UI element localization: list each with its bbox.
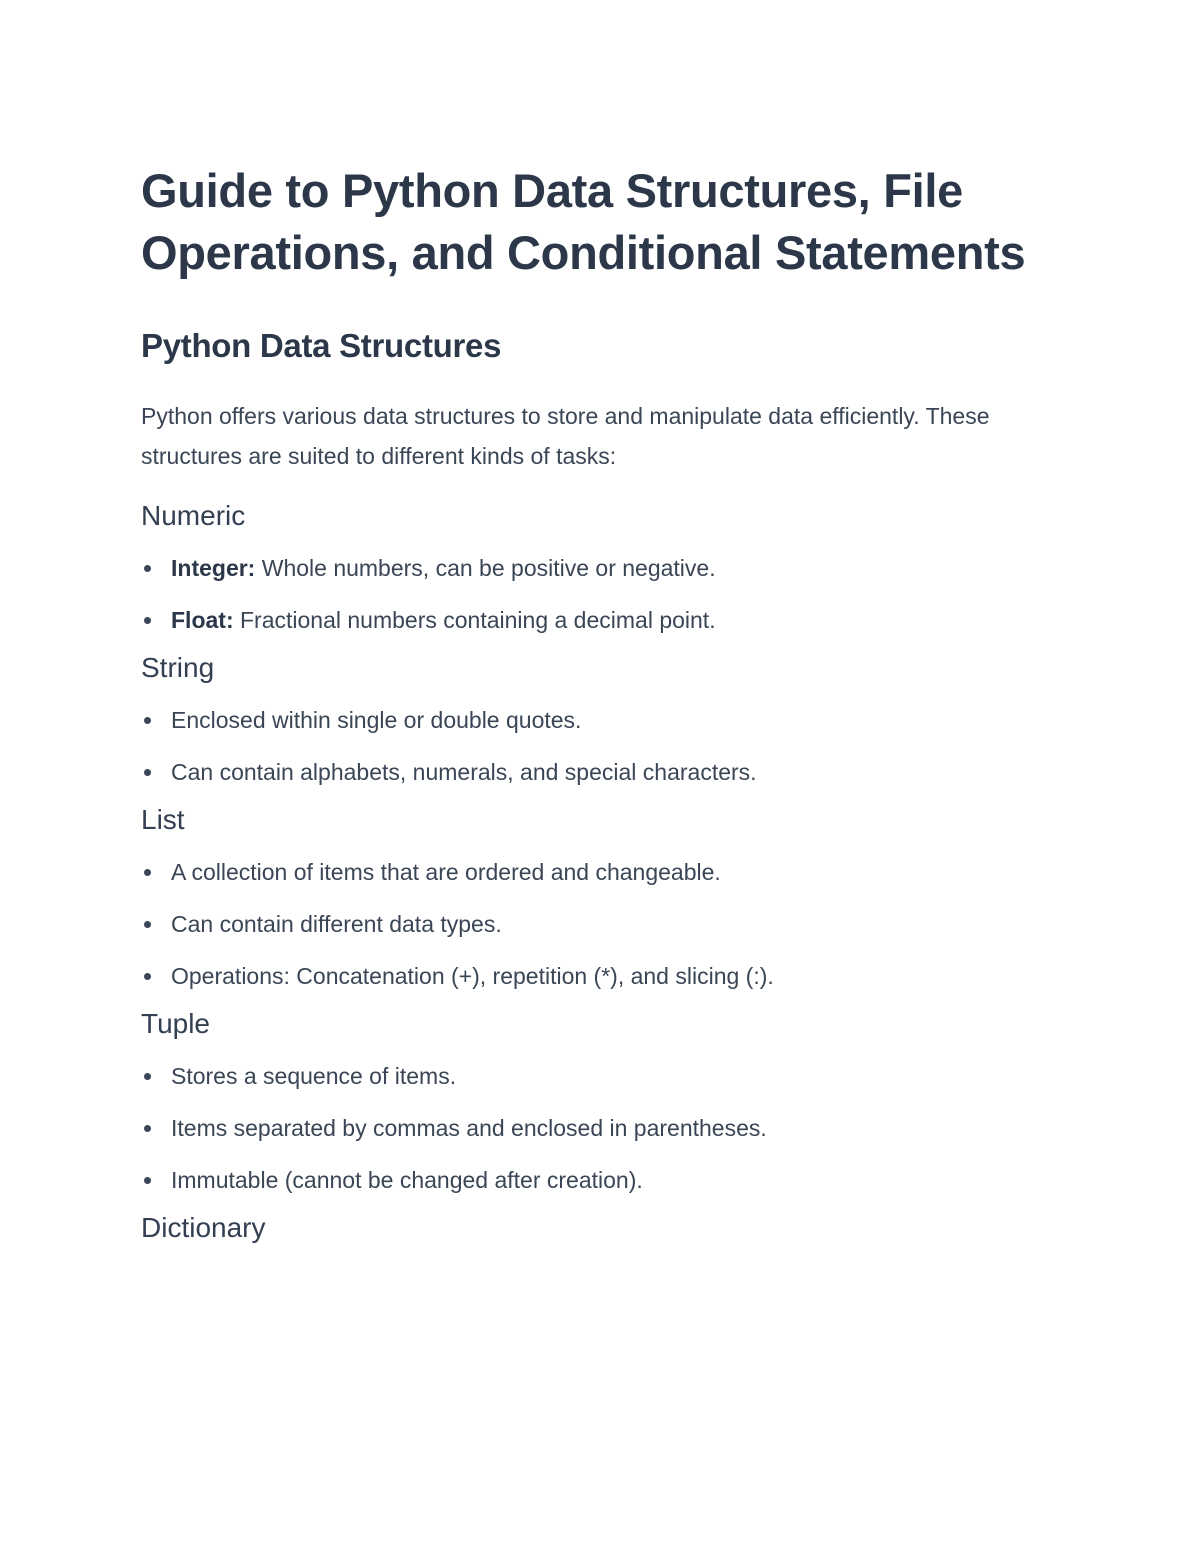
item-label: Integer: [171, 555, 256, 581]
document-title: Guide to Python Data Structures, File Operations, and Conditional Statements [141, 164, 1026, 279]
subsection-heading: Numeric [141, 500, 246, 531]
list-item [141, 552, 1041, 584]
section-heading: Python Data Structures [141, 327, 502, 364]
bullet-list [141, 1060, 1041, 1196]
bullet-icon [144, 869, 151, 876]
item-text: Operations: Concatenation (+), repetition (*), and slicing (:). [171, 963, 774, 989]
item-text: Can contain different data types. [171, 911, 502, 937]
intro-paragraph: Python offers various data structures to store and manipulate data efficiently. These structures are suited to different kinds of tasks: [141, 403, 990, 469]
bullet-list [141, 552, 1041, 636]
list-item [141, 1112, 1041, 1144]
list-item [141, 604, 1041, 636]
list-item [141, 756, 1041, 788]
list-item [141, 856, 1041, 888]
subsections [141, 496, 1041, 1248]
subsection-heading: Dictionary [141, 1212, 266, 1243]
bullet-list [141, 856, 1041, 992]
subsection-heading: List [141, 804, 185, 835]
list-item [141, 908, 1041, 940]
subsection-heading: Tuple [141, 1008, 211, 1039]
item-text: Can contain alphabets, numerals, and special characters. [171, 759, 757, 785]
bullet-icon [144, 1073, 151, 1080]
bullet-icon [144, 717, 151, 724]
list-item [141, 1164, 1041, 1196]
item-text: Enclosed within single or double quotes. [171, 707, 582, 733]
item-text: Fractional numbers containing a decimal point. [233, 607, 716, 633]
subsection-heading: String [141, 652, 215, 683]
list-item [141, 704, 1041, 736]
bullet-icon [144, 769, 151, 776]
item-label: Float: [171, 607, 234, 633]
bullet-icon [144, 921, 151, 928]
item-text: Items separated by commas and enclosed in parentheses. [171, 1115, 767, 1141]
bullet-icon [144, 565, 151, 572]
item-text: Immutable (cannot be changed after creation). [171, 1167, 643, 1193]
bullet-icon [144, 1125, 151, 1132]
bullet-icon [144, 1177, 151, 1184]
list-item [141, 960, 1041, 992]
item-text: A collection of items that are ordered and changeable. [171, 859, 721, 885]
bullet-icon [144, 617, 151, 624]
bullet-icon [144, 973, 151, 980]
document-page [141, 160, 1041, 1248]
list-item [141, 1060, 1041, 1092]
item-text: Stores a sequence of items. [171, 1063, 457, 1089]
bullet-list [141, 704, 1041, 788]
item-text: Whole numbers, can be positive or negative. [255, 555, 716, 581]
